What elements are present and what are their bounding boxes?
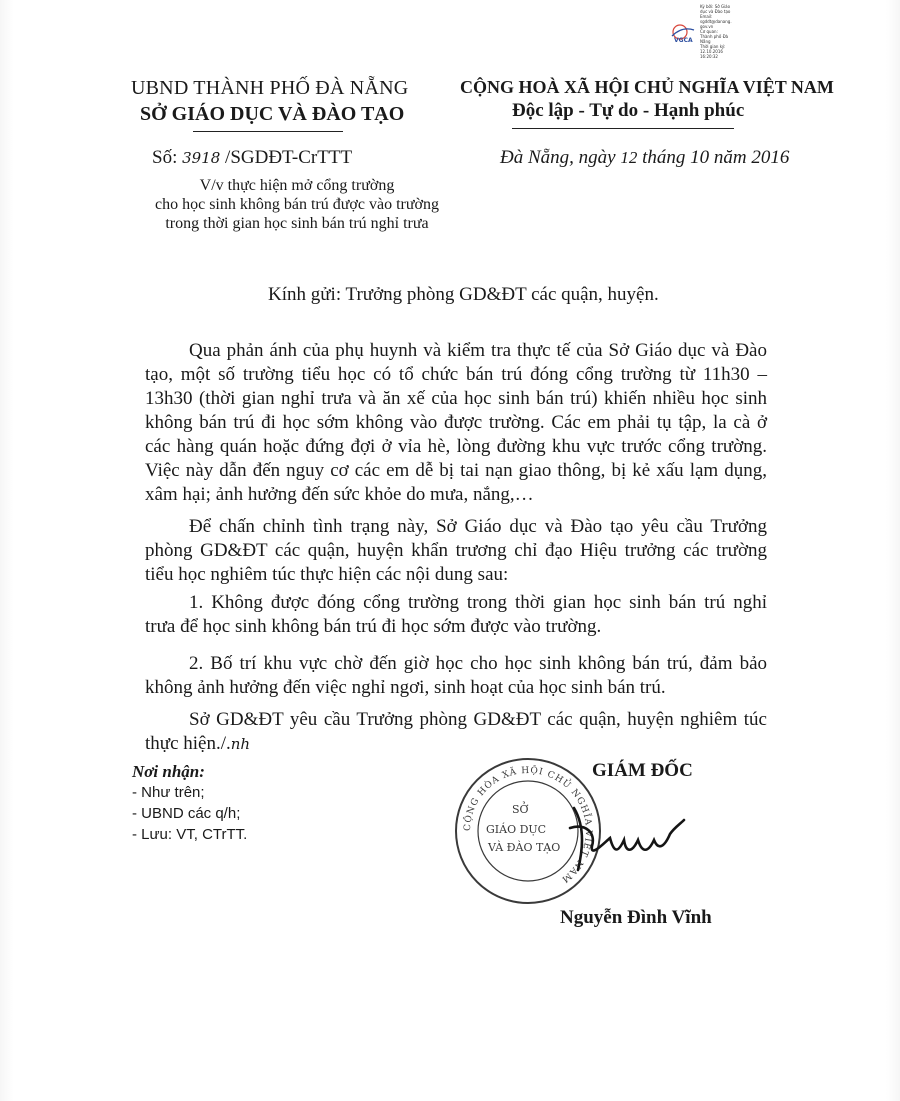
signer-name: Nguyễn Đình Vĩnh xyxy=(560,907,712,928)
recipient-item: - Như trên; xyxy=(132,784,205,801)
paragraph-line: trưa để học sinh không bán trú đi học sớm được vào trường. xyxy=(145,616,602,637)
recipient-line: Kính gửi: Trưởng phòng GD&ĐT các quận, huyện. xyxy=(268,284,659,305)
handwritten-signature xyxy=(556,798,696,878)
org-name: SỞ GIÁO DỤC VÀ ĐÀO TẠO xyxy=(140,103,405,125)
recipients-title: Nơi nhận: xyxy=(132,762,205,781)
paragraph-line: không ảnh hưởng đến việc nghỉ ngơi, sinh hoạt của học sinh bán trú. xyxy=(145,677,666,698)
document-date xyxy=(500,147,789,169)
initial-mark: nh xyxy=(230,735,251,753)
org-underline xyxy=(193,131,343,132)
org-parent: UBND THÀNH PHỐ ĐÀ NẴNG xyxy=(131,77,409,99)
esign-swoosh xyxy=(672,29,694,36)
paragraph-line: các hàng quán hoặc đứng đợi ở vỉa hè, lòng đường khu vực trước cổng trường. xyxy=(145,436,767,457)
subject-line: cho học sinh không bán trú được vào trường xyxy=(155,196,439,213)
paragraph-line: Sở GD&ĐT yêu cầu Trưởng phòng GD&ĐT các quận, huyện nghiêm túc xyxy=(189,709,767,730)
esign-brand: VGCA xyxy=(674,37,693,44)
recipient-item: - Lưu: VT, CTrTT. xyxy=(132,826,248,843)
recipient-item: - UBND các q/h; xyxy=(132,805,241,822)
paragraph-line xyxy=(145,732,767,756)
digital-signature-info: Ký bởi: Sở Giáo dục và Đào tạo Email: sgddt@danang. gov.vn Cơ quan: Thành phố Đà Nẵng Thời gian ký: 12.10.2016 16:20:32 xyxy=(700,4,732,59)
paragraph-line: tiểu học nghiêm túc thực hiện các nội dung sau: xyxy=(145,564,509,585)
body-paragraph-2 xyxy=(145,515,767,587)
body-paragraph-4 xyxy=(145,652,767,700)
paragraph-line: tạo, một số trường tiểu học có tổ chức bán trú đóng cổng trường từ 11h30 – xyxy=(145,364,767,385)
paragraph-line: 1. Không được đóng cổng trường trong thời gian học sinh bán trú nghỉ xyxy=(189,592,767,613)
document-number-suffix: /SGDĐT-CrTTT xyxy=(220,147,353,168)
stamp-center-line: SỞ xyxy=(512,803,529,816)
date-prefix: Đà Nẵng, ngày xyxy=(500,147,621,168)
document-subject xyxy=(132,176,462,233)
document-number-prefix: Số: xyxy=(152,147,183,168)
paragraph-line: phòng GD&ĐT các quận, huyện khẩn trương chỉ đạo Hiệu trưởng các trường xyxy=(145,540,767,561)
national-motto: Độc lập - Tự do - Hạnh phúc xyxy=(512,100,745,121)
stamp-center-line: VÀ ĐÀO TẠO xyxy=(488,841,561,854)
body-paragraph-1 xyxy=(145,339,767,507)
signer-title: GIÁM ĐỐC xyxy=(592,760,693,781)
body-paragraph-5 xyxy=(145,708,767,756)
paragraph-line: Việc này dẫn đến nguy cơ các em dễ bị tai nạn giao thông, bị kẻ xấu lạm dụng, xyxy=(145,460,767,481)
stamp-ring-text: CỘNG HÒA XÃ HỘI CHỦ NGHĨA VIỆT NAM xyxy=(462,765,594,885)
paragraph-line: không bán trú đi học sớm không vào được trường. Các em phải tụ tập, la cà ở xyxy=(145,412,767,433)
subject-line: V/v thực hiện mở cổng trường xyxy=(199,177,395,194)
motto-underline xyxy=(512,128,734,129)
document-number-value: 3918 xyxy=(182,149,221,167)
national-title: CỘNG HOÀ XÃ HỘI CHỦ NGHĨA VIỆT NAM xyxy=(460,77,834,97)
subject-line: trong thời gian học sinh bán trú nghỉ trưa xyxy=(165,215,429,232)
paragraph-line: xâm hại; ảnh hưởng đến sức khỏe do mưa, nắng,… xyxy=(145,484,534,505)
document-number xyxy=(152,147,352,169)
body-paragraph-3 xyxy=(145,591,767,639)
paragraph-line: Để chấn chỉnh tình trạng này, Sở Giáo dục và Đào tạo yêu cầu Trưởng xyxy=(189,516,767,537)
closing-text: thực hiện./. xyxy=(145,733,231,754)
date-suffix: tháng 10 năm 2016 xyxy=(637,147,790,168)
paragraph-line: Qua phản ánh của phụ huynh và kiểm tra thực tế của Sở Giáo dục và Đào xyxy=(189,340,767,361)
paragraph-line: 2. Bố trí khu vực chờ đến giờ học cho học sinh không bán trú, đảm bảo xyxy=(189,653,767,674)
stamp-center-line: GIÁO DỤC xyxy=(486,823,547,836)
date-day: 12 xyxy=(620,148,638,167)
paragraph-line: 13h30 (thời gian nghỉ trưa và ăn xế của học sinh bán trú) khiến nhiều học sinh xyxy=(145,388,767,409)
